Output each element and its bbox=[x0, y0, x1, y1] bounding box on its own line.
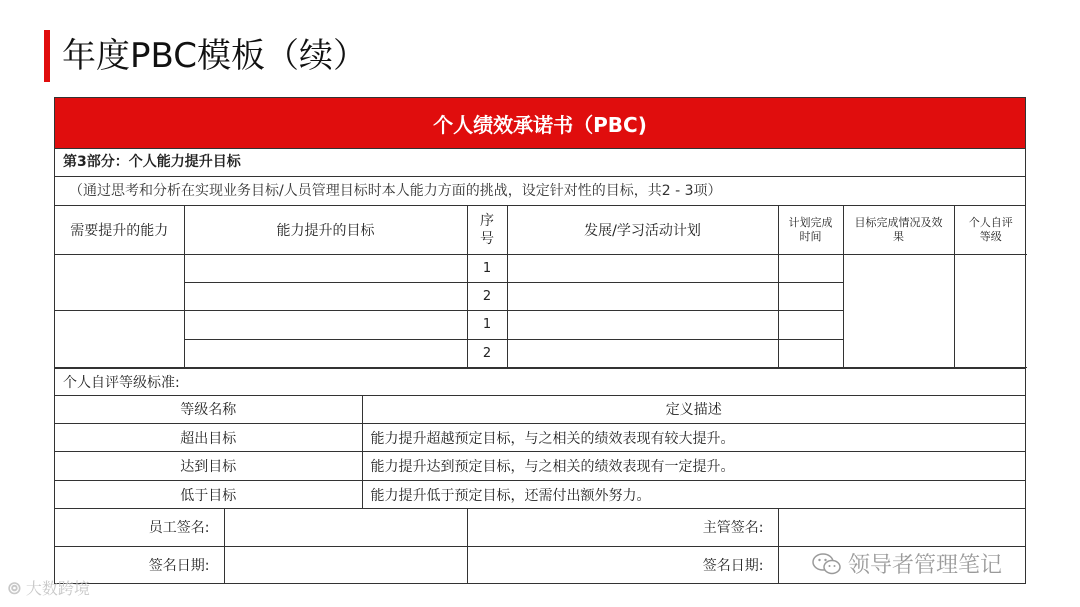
goal-cell[interactable] bbox=[184, 254, 467, 282]
watermark-left-text: 大数跨境 bbox=[25, 579, 90, 598]
table-row bbox=[55, 254, 1027, 282]
watermark-right-text: 领导者管理笔记 bbox=[848, 553, 1003, 578]
section-title: 第3部分：个人能力提升目标 bbox=[55, 149, 1025, 177]
title-accent-bar bbox=[44, 30, 50, 82]
level-name: 达到目标 bbox=[55, 452, 362, 481]
column-header: 目标完成情况及效果 bbox=[843, 206, 954, 254]
column-header: 等级名称 bbox=[55, 396, 362, 424]
table-row bbox=[55, 424, 1025, 452]
employee-signature-label: 员工签名: bbox=[55, 509, 224, 546]
column-header: 个人自评等级 bbox=[954, 206, 1027, 254]
column-header: 需要提升的能力 bbox=[55, 206, 184, 254]
time-cell[interactable] bbox=[778, 310, 843, 339]
column-header: 能力提升的目标 bbox=[184, 206, 467, 254]
level-name: 超出目标 bbox=[55, 424, 362, 452]
brand-logo-icon: ⦾ bbox=[8, 579, 21, 598]
employee-date-label: 签名日期: bbox=[55, 546, 224, 583]
table-row bbox=[55, 509, 1025, 546]
manager-signature-field[interactable] bbox=[778, 509, 1025, 546]
level-description: 能力提升低于预定目标，还需付出额外努力。 bbox=[362, 481, 1025, 509]
watermark-left bbox=[8, 576, 90, 599]
table-row bbox=[55, 481, 1025, 509]
plan-cell[interactable] bbox=[507, 339, 778, 367]
ability-goals-table bbox=[55, 206, 1027, 368]
employee-date-field[interactable] bbox=[224, 546, 467, 583]
plan-cell[interactable] bbox=[507, 310, 778, 339]
time-cell[interactable] bbox=[778, 282, 843, 310]
self-rating-cell[interactable] bbox=[954, 254, 1027, 367]
goal-cell[interactable] bbox=[184, 282, 467, 310]
page-title: 年度PBC模板（续） bbox=[62, 36, 367, 76]
ability-cell[interactable] bbox=[55, 254, 184, 310]
seq-cell: 2 bbox=[467, 339, 507, 367]
rating-standard-table bbox=[55, 396, 1025, 510]
manager-signature-label: 主管签名: bbox=[467, 509, 778, 546]
column-header: 计划完成时间 bbox=[778, 206, 843, 254]
column-header: 序号 bbox=[467, 206, 507, 254]
seq-cell: 1 bbox=[467, 310, 507, 339]
time-cell[interactable] bbox=[778, 254, 843, 282]
column-header: 发展/学习活动计划 bbox=[507, 206, 778, 254]
pbc-document bbox=[54, 97, 1026, 584]
plan-cell[interactable] bbox=[507, 282, 778, 310]
manager-date-label: 签名日期: bbox=[467, 546, 778, 583]
section-note: （通过思考和分析在实现业务目标/人员管理目标时本人能力方面的挑战，设定针对性的目标，共2 - 3项） bbox=[55, 177, 1025, 206]
table-row bbox=[55, 452, 1025, 481]
goal-cell[interactable] bbox=[184, 339, 467, 367]
watermark-right bbox=[812, 548, 1002, 579]
seq-cell: 1 bbox=[467, 254, 507, 282]
plan-cell[interactable] bbox=[507, 254, 778, 282]
result-cell[interactable] bbox=[843, 254, 954, 367]
employee-signature-field[interactable] bbox=[224, 509, 467, 546]
table-header-row bbox=[55, 396, 1025, 424]
level-description: 能力提升达到预定目标，与之相关的绩效表现有一定提升。 bbox=[362, 452, 1025, 481]
seq-cell: 2 bbox=[467, 282, 507, 310]
wechat-icon bbox=[812, 553, 842, 575]
rating-standard-label: 个人自评等级标准: bbox=[55, 368, 1025, 396]
column-header: 定义描述 bbox=[362, 396, 1025, 424]
level-name: 低于目标 bbox=[55, 481, 362, 509]
table-header-row bbox=[55, 206, 1027, 254]
document-header: 个人绩效承诺书（PBC) bbox=[55, 98, 1025, 149]
goal-cell[interactable] bbox=[184, 310, 467, 339]
time-cell[interactable] bbox=[778, 339, 843, 367]
ability-cell[interactable] bbox=[55, 310, 184, 367]
level-description: 能力提升超越预定目标，与之相关的绩效表现有较大提升。 bbox=[362, 424, 1025, 452]
